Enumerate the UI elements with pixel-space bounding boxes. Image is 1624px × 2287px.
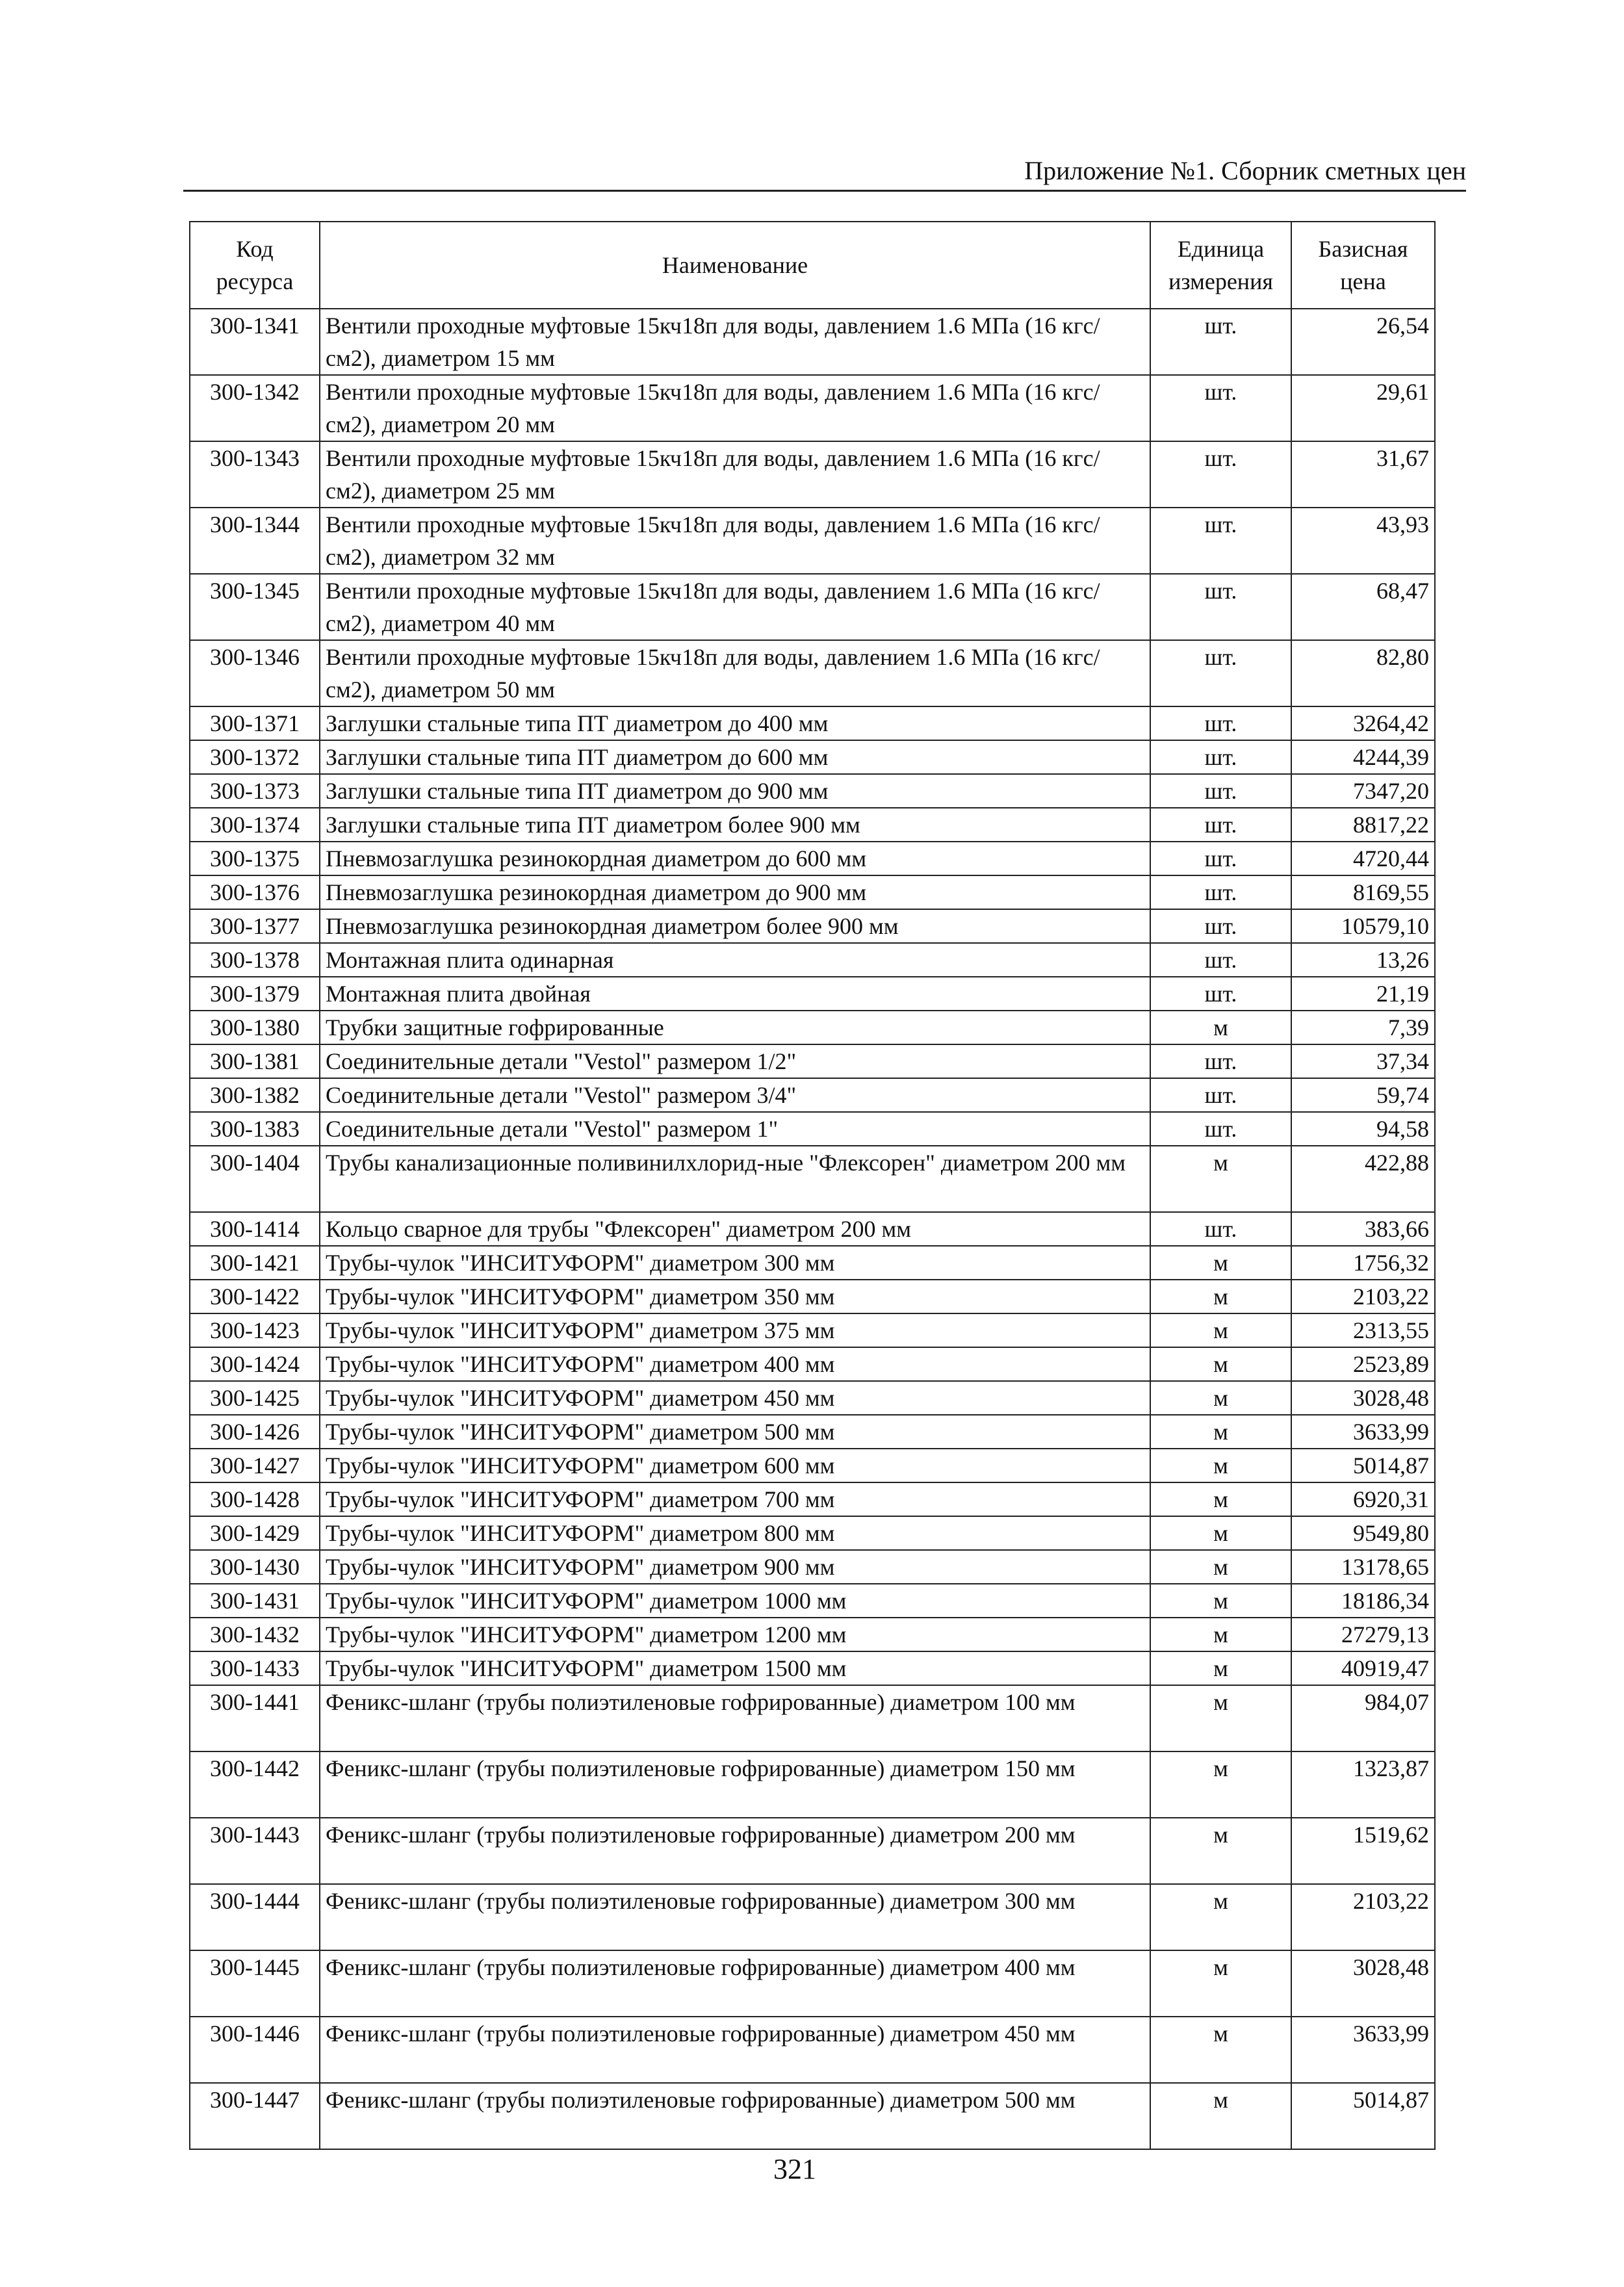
cell-unit: м xyxy=(1150,1381,1291,1415)
cell-name: Трубы-чулок "ИНСИТУФОРМ" диаметром 1500 мм xyxy=(320,1651,1150,1685)
table-row xyxy=(190,943,1435,977)
cell-unit: м xyxy=(1150,1884,1291,1950)
cell-unit: м xyxy=(1150,1280,1291,1313)
cell-price: 4244,39 xyxy=(1291,740,1435,774)
cell-unit: шт. xyxy=(1150,1044,1291,1078)
cell-code: 300-1341 xyxy=(190,309,320,375)
cell-unit: шт. xyxy=(1150,909,1291,943)
table-row xyxy=(190,508,1435,574)
cell-unit: шт. xyxy=(1150,375,1291,441)
cell-price: 5014,87 xyxy=(1291,1449,1435,1482)
cell-name: Вентили проходные муфтовые 15кч18п для воды, давлением 1.6 МПа (16 кгс/см2), диаметром 25 мм xyxy=(320,441,1150,508)
cell-unit: м xyxy=(1150,1651,1291,1685)
cell-unit: м xyxy=(1150,2083,1291,2149)
cell-price: 29,61 xyxy=(1291,375,1435,441)
cell-price: 3264,42 xyxy=(1291,706,1435,740)
column-header-name: Наименование xyxy=(320,222,1150,309)
cell-code: 300-1342 xyxy=(190,375,320,441)
table-row xyxy=(190,2017,1435,2083)
table-row xyxy=(190,808,1435,842)
cell-price: 27279,13 xyxy=(1291,1618,1435,1651)
cell-price: 9549,80 xyxy=(1291,1516,1435,1550)
cell-code: 300-1414 xyxy=(190,1212,320,1246)
table-row xyxy=(190,875,1435,909)
cell-price: 1756,32 xyxy=(1291,1246,1435,1280)
cell-code: 300-1379 xyxy=(190,977,320,1011)
cell-name: Заглушки стальные типа ПТ диаметром до 600 мм xyxy=(320,740,1150,774)
cell-name: Трубы-чулок "ИНСИТУФОРМ" диаметром 450 мм xyxy=(320,1381,1150,1415)
cell-price: 422,88 xyxy=(1291,1146,1435,1212)
cell-unit: шт. xyxy=(1150,977,1291,1011)
cell-price: 82,80 xyxy=(1291,640,1435,706)
cell-price: 984,07 xyxy=(1291,1685,1435,1751)
cell-price: 68,47 xyxy=(1291,574,1435,640)
cell-name: Феникс-шланг (трубы полиэтиленовые гофрированные) диаметром 200 мм xyxy=(320,1818,1150,1884)
table-row xyxy=(190,574,1435,640)
column-header-price: Базисная цена xyxy=(1291,222,1435,309)
cell-price: 383,66 xyxy=(1291,1212,1435,1246)
cell-code: 300-1425 xyxy=(190,1381,320,1415)
cell-price: 5014,87 xyxy=(1291,2083,1435,2149)
cell-price: 59,74 xyxy=(1291,1078,1435,1112)
cell-code: 300-1378 xyxy=(190,943,320,977)
table-row xyxy=(190,706,1435,740)
table-row xyxy=(190,740,1435,774)
cell-code: 300-1430 xyxy=(190,1550,320,1584)
price-table xyxy=(189,221,1436,2150)
cell-code: 300-1427 xyxy=(190,1449,320,1482)
cell-unit: м xyxy=(1150,1246,1291,1280)
cell-name: Соединительные детали "Vestol" размером 1" xyxy=(320,1112,1150,1146)
cell-name: Феникс-шланг (трубы полиэтиленовые гофрированные) диаметром 300 мм xyxy=(320,1884,1150,1950)
cell-name: Трубы-чулок "ИНСИТУФОРМ" диаметром 300 мм xyxy=(320,1246,1150,1280)
cell-unit: шт. xyxy=(1150,774,1291,808)
cell-code: 300-1442 xyxy=(190,1751,320,1818)
cell-code: 300-1445 xyxy=(190,1950,320,2017)
table-row xyxy=(190,909,1435,943)
cell-price: 26,54 xyxy=(1291,309,1435,375)
cell-code: 300-1375 xyxy=(190,842,320,875)
cell-code: 300-1381 xyxy=(190,1044,320,1078)
cell-code: 300-1345 xyxy=(190,574,320,640)
cell-price: 37,34 xyxy=(1291,1044,1435,1078)
table-row xyxy=(190,774,1435,808)
cell-code: 300-1431 xyxy=(190,1584,320,1618)
cell-code: 300-1447 xyxy=(190,2083,320,2149)
table-row xyxy=(190,1246,1435,1280)
cell-price: 8817,22 xyxy=(1291,808,1435,842)
cell-name: Трубы-чулок "ИНСИТУФОРМ" диаметром 400 мм xyxy=(320,1347,1150,1381)
cell-unit: шт. xyxy=(1150,875,1291,909)
cell-code: 300-1422 xyxy=(190,1280,320,1313)
cell-price: 1323,87 xyxy=(1291,1751,1435,1818)
cell-code: 300-1446 xyxy=(190,2017,320,2083)
cell-code: 300-1429 xyxy=(190,1516,320,1550)
table-row xyxy=(190,1651,1435,1685)
cell-name: Трубы-чулок "ИНСИТУФОРМ" диаметром 900 мм xyxy=(320,1550,1150,1584)
cell-code: 300-1377 xyxy=(190,909,320,943)
cell-unit: шт. xyxy=(1150,309,1291,375)
cell-unit: м xyxy=(1150,1146,1291,1212)
cell-code: 300-1424 xyxy=(190,1347,320,1381)
cell-name: Феникс-шланг (трубы полиэтиленовые гофрированные) диаметром 150 мм xyxy=(320,1751,1150,1818)
table-row xyxy=(190,977,1435,1011)
cell-name: Трубы-чулок "ИНСИТУФОРМ" диаметром 500 мм xyxy=(320,1415,1150,1449)
table-row xyxy=(190,1516,1435,1550)
cell-name: Трубы-чулок "ИНСИТУФОРМ" диаметром 375 мм xyxy=(320,1313,1150,1347)
table-row xyxy=(190,1112,1435,1146)
cell-price: 7,39 xyxy=(1291,1011,1435,1044)
cell-name: Трубы-чулок "ИНСИТУФОРМ" диаметром 700 мм xyxy=(320,1482,1150,1516)
cell-name: Монтажная плита одинарная xyxy=(320,943,1150,977)
cell-name: Феникс-шланг (трубы полиэтиленовые гофрированные) диаметром 500 мм xyxy=(320,2083,1150,2149)
table-row xyxy=(190,1415,1435,1449)
cell-price: 43,93 xyxy=(1291,508,1435,574)
cell-code: 300-1404 xyxy=(190,1146,320,1212)
cell-unit: м xyxy=(1150,1415,1291,1449)
cell-name: Трубы-чулок "ИНСИТУФОРМ" диаметром 1200 мм xyxy=(320,1618,1150,1651)
cell-code: 300-1382 xyxy=(190,1078,320,1112)
table-row xyxy=(190,1347,1435,1381)
cell-code: 300-1426 xyxy=(190,1415,320,1449)
cell-code: 300-1371 xyxy=(190,706,320,740)
cell-name: Пневмозаглушка резинокордная диаметром более 900 мм xyxy=(320,909,1150,943)
table-row xyxy=(190,441,1435,508)
table-row xyxy=(190,1044,1435,1078)
cell-unit: шт. xyxy=(1150,1078,1291,1112)
cell-name: Феникс-шланг (трубы полиэтиленовые гофрированные) диаметром 100 мм xyxy=(320,1685,1150,1751)
cell-code: 300-1344 xyxy=(190,508,320,574)
cell-unit: шт. xyxy=(1150,1112,1291,1146)
cell-name: Вентили проходные муфтовые 15кч18п для воды, давлением 1.6 МПа (16 кгс/см2), диаметром 15 мм xyxy=(320,309,1150,375)
cell-price: 94,58 xyxy=(1291,1112,1435,1146)
header-title: Приложение №1. Сборник сметных цен xyxy=(1024,156,1466,185)
cell-unit: шт. xyxy=(1150,441,1291,508)
cell-price: 21,19 xyxy=(1291,977,1435,1011)
cell-name: Вентили проходные муфтовые 15кч18п для воды, давлением 1.6 МПа (16 кгс/см2), диаметром 20 мм xyxy=(320,375,1150,441)
cell-unit: м xyxy=(1150,1751,1291,1818)
cell-price: 13178,65 xyxy=(1291,1550,1435,1584)
cell-code: 300-1443 xyxy=(190,1818,320,1884)
cell-code: 300-1383 xyxy=(190,1112,320,1146)
cell-price: 10579,10 xyxy=(1291,909,1435,943)
cell-price: 2523,89 xyxy=(1291,1347,1435,1381)
cell-price: 2103,22 xyxy=(1291,1884,1435,1950)
cell-name: Трубки защитные гофрированные xyxy=(320,1011,1150,1044)
cell-unit: м xyxy=(1150,1313,1291,1347)
cell-unit: шт. xyxy=(1150,574,1291,640)
cell-price: 2313,55 xyxy=(1291,1313,1435,1347)
table-row xyxy=(190,375,1435,441)
table-row xyxy=(190,1584,1435,1618)
cell-price: 8169,55 xyxy=(1291,875,1435,909)
column-header-unit: Единица измерения xyxy=(1150,222,1291,309)
cell-unit: м xyxy=(1150,1550,1291,1584)
table-row xyxy=(190,1381,1435,1415)
cell-unit: шт. xyxy=(1150,740,1291,774)
table-row xyxy=(190,1313,1435,1347)
cell-price: 3028,48 xyxy=(1291,1950,1435,2017)
page-header xyxy=(183,153,1466,192)
cell-code: 300-1433 xyxy=(190,1651,320,1685)
cell-unit: шт. xyxy=(1150,508,1291,574)
column-header-code: Код ресурса xyxy=(190,222,320,309)
cell-unit: шт. xyxy=(1150,706,1291,740)
cell-unit: м xyxy=(1150,2017,1291,2083)
cell-code: 300-1428 xyxy=(190,1482,320,1516)
cell-price: 1519,62 xyxy=(1291,1818,1435,1884)
cell-code: 300-1444 xyxy=(190,1884,320,1950)
cell-name: Вентили проходные муфтовые 15кч18п для воды, давлением 1.6 МПа (16 кгс/см2), диаметром 50 мм xyxy=(320,640,1150,706)
table-row xyxy=(190,1146,1435,1212)
cell-price: 31,67 xyxy=(1291,441,1435,508)
table-row xyxy=(190,2083,1435,2149)
cell-code: 300-1441 xyxy=(190,1685,320,1751)
cell-price: 3028,48 xyxy=(1291,1381,1435,1415)
cell-price: 7347,20 xyxy=(1291,774,1435,808)
table-row xyxy=(190,1482,1435,1516)
cell-name: Феникс-шланг (трубы полиэтиленовые гофрированные) диаметром 400 мм xyxy=(320,1950,1150,2017)
table-row xyxy=(190,842,1435,875)
cell-name: Трубы-чулок "ИНСИТУФОРМ" диаметром 800 мм xyxy=(320,1516,1150,1550)
cell-name: Соединительные детали "Vestol" размером 3/4" xyxy=(320,1078,1150,1112)
cell-name: Заглушки стальные типа ПТ диаметром до 400 мм xyxy=(320,706,1150,740)
cell-unit: шт. xyxy=(1150,842,1291,875)
cell-unit: шт. xyxy=(1150,640,1291,706)
table-row xyxy=(190,1685,1435,1751)
cell-code: 300-1421 xyxy=(190,1246,320,1280)
cell-name: Трубы-чулок "ИНСИТУФОРМ" диаметром 350 мм xyxy=(320,1280,1150,1313)
cell-unit: шт. xyxy=(1150,808,1291,842)
cell-code: 300-1373 xyxy=(190,774,320,808)
cell-unit: м xyxy=(1150,1950,1291,2017)
cell-name: Феникс-шланг (трубы полиэтиленовые гофрированные) диаметром 450 мм xyxy=(320,2017,1150,2083)
cell-unit: шт. xyxy=(1150,943,1291,977)
cell-name: Кольцо сварное для трубы "Флексорен" диаметром 200 мм xyxy=(320,1212,1150,1246)
cell-unit: шт. xyxy=(1150,1212,1291,1246)
cell-unit: м xyxy=(1150,1347,1291,1381)
cell-price: 13,26 xyxy=(1291,943,1435,977)
table-row xyxy=(190,1618,1435,1651)
table-row xyxy=(190,1449,1435,1482)
cell-name: Трубы-чулок "ИНСИТУФОРМ" диаметром 600 мм xyxy=(320,1449,1150,1482)
table-row xyxy=(190,1751,1435,1818)
cell-code: 300-1423 xyxy=(190,1313,320,1347)
page-number: 321 xyxy=(773,2153,816,2185)
cell-name: Соединительные детали "Vestol" размером 1/2" xyxy=(320,1044,1150,1078)
cell-price: 18186,34 xyxy=(1291,1584,1435,1618)
cell-code: 300-1374 xyxy=(190,808,320,842)
table-row xyxy=(190,1011,1435,1044)
table-row xyxy=(190,1950,1435,2017)
cell-unit: м xyxy=(1150,1685,1291,1751)
cell-price: 6920,31 xyxy=(1291,1482,1435,1516)
cell-name: Пневмозаглушка резинокордная диаметром до 900 мм xyxy=(320,875,1150,909)
table-row xyxy=(190,1550,1435,1584)
cell-unit: м xyxy=(1150,1618,1291,1651)
cell-price: 4720,44 xyxy=(1291,842,1435,875)
table-row xyxy=(190,309,1435,375)
table-row xyxy=(190,1818,1435,1884)
cell-code: 300-1432 xyxy=(190,1618,320,1651)
cell-unit: м xyxy=(1150,1482,1291,1516)
cell-code: 300-1346 xyxy=(190,640,320,706)
table-row xyxy=(190,1280,1435,1313)
table-header-row xyxy=(190,222,1435,309)
cell-code: 300-1372 xyxy=(190,740,320,774)
cell-price: 3633,99 xyxy=(1291,1415,1435,1449)
table-row xyxy=(190,640,1435,706)
cell-price: 2103,22 xyxy=(1291,1280,1435,1313)
cell-name: Вентили проходные муфтовые 15кч18п для воды, давлением 1.6 МПа (16 кгс/см2), диаметром 32 мм xyxy=(320,508,1150,574)
cell-name: Заглушки стальные типа ПТ диаметром более 900 мм xyxy=(320,808,1150,842)
cell-unit: м xyxy=(1150,1516,1291,1550)
cell-unit: м xyxy=(1150,1584,1291,1618)
cell-name: Монтажная плита двойная xyxy=(320,977,1150,1011)
table-row xyxy=(190,1078,1435,1112)
cell-name: Пневмозаглушка резинокордная диаметром до 600 мм xyxy=(320,842,1150,875)
cell-unit: м xyxy=(1150,1011,1291,1044)
cell-name: Заглушки стальные типа ПТ диаметром до 900 мм xyxy=(320,774,1150,808)
cell-price: 3633,99 xyxy=(1291,2017,1435,2083)
cell-code: 300-1380 xyxy=(190,1011,320,1044)
cell-unit: м xyxy=(1150,1449,1291,1482)
cell-price: 40919,47 xyxy=(1291,1651,1435,1685)
table-body xyxy=(190,309,1435,2149)
cell-code: 300-1376 xyxy=(190,875,320,909)
cell-name: Трубы канализационные поливинилхлорид-ные "Флексорен" диаметром 200 мм xyxy=(320,1146,1150,1212)
cell-code: 300-1343 xyxy=(190,441,320,508)
table-row xyxy=(190,1212,1435,1246)
table-row xyxy=(190,1884,1435,1950)
cell-unit: м xyxy=(1150,1818,1291,1884)
cell-name: Вентили проходные муфтовые 15кч18п для воды, давлением 1.6 МПа (16 кгс/см2), диаметром 40 мм xyxy=(320,574,1150,640)
cell-name: Трубы-чулок "ИНСИТУФОРМ" диаметром 1000 мм xyxy=(320,1584,1150,1618)
